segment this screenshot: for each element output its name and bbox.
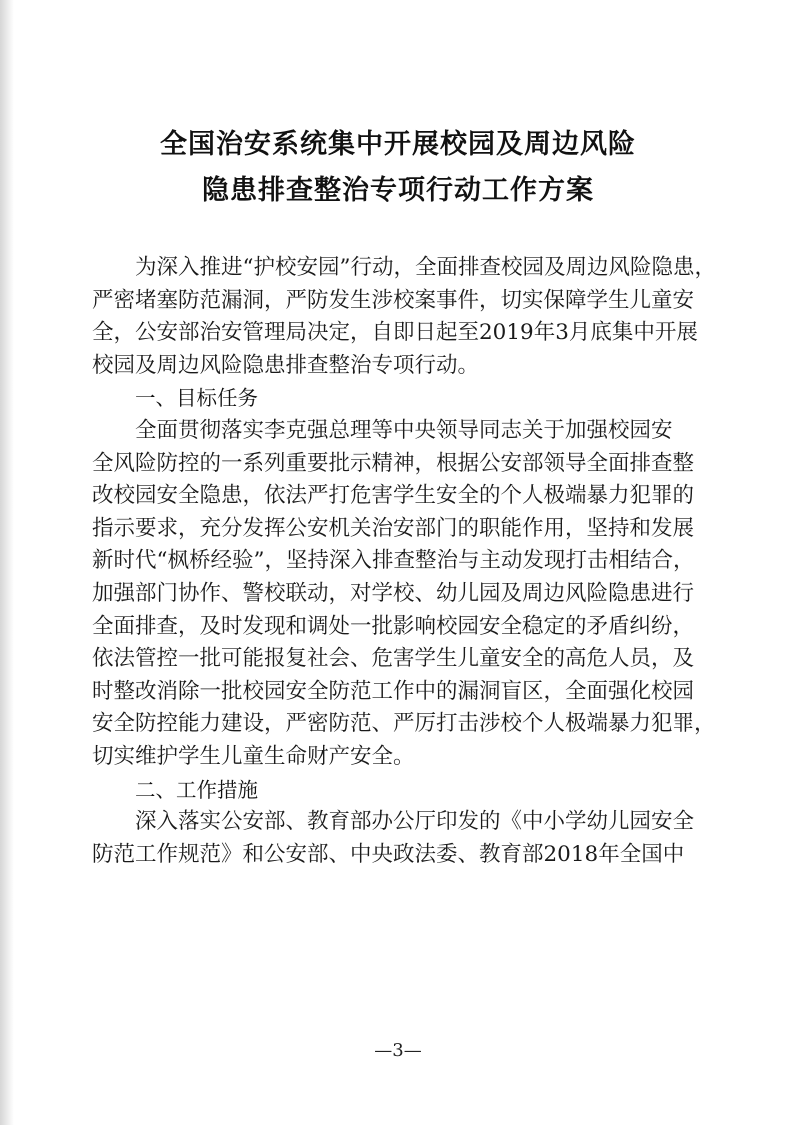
section1-paragraph: [92, 415, 716, 774]
intro-paragraph: [92, 252, 716, 382]
text-line: 时整改消除一批校园安全防范工作中的漏洞盲区，全面强化校园: [92, 678, 695, 704]
text-line: 校园及周边风险隐患排查整治专项行动。: [92, 352, 480, 378]
text-line: 依法管控一批可能报复社会、危害学生儿童安全的高危人员，及: [92, 646, 695, 672]
title-line-2: 隐患排查整治专项行动工作方案: [202, 175, 594, 206]
text-line: 为深入推进“护校安园”行动，全面排查校园及周边风险隐患，: [135, 255, 716, 280]
title-line-1: 全国治安系统集中开展校园及周边风险: [160, 129, 636, 160]
text-line: 全，公安部治安管理局决定，自即日起至2019年3月底集中开展: [92, 320, 698, 346]
section2-paragraph: [92, 806, 704, 871]
document-title: [40, 122, 756, 214]
text-line: 全面贯彻落实李克强总理等中央领导同志关于加强校园安: [135, 417, 673, 443]
text-line: 安全防控能力建设，严密防范、严厉打击涉校个人极端暴力犯罪，: [92, 711, 716, 737]
text-line: 全面排查，及时发现和调处一批影响校园安全稳定的矛盾纠纷，: [92, 613, 695, 639]
section-heading-2: 二、工作措施: [135, 777, 258, 802]
text-line: 新时代“枫桥经验”，坚持深入排查整治与主动发现打击相结合，: [92, 548, 695, 574]
text-line: 深入落实公安部、教育部办公厅印发的《中小学幼儿园安全: [135, 809, 695, 835]
text-line: 严密堵塞防范漏洞，严防发生涉校案事件，切实保障学生儿童安: [92, 287, 695, 313]
section-heading-1: 一、目标任务: [135, 386, 258, 411]
text-line: 全风险防控的一系列重要批示精神，根据公安部领导全面排查整: [92, 450, 695, 476]
text-line: 加强部门协作、警校联动，对学校、幼儿园及周边风险隐患进行: [92, 580, 695, 606]
text-line: 指示要求，充分发挥公安机关治安部门的职能作用，坚持和发展: [92, 515, 695, 541]
page-edge-shadow: [0, 0, 14, 1125]
page-number: —3—: [374, 1040, 422, 1061]
text-line: 防范工作规范》和公安部、中央政法委、教育部2018年全国中: [92, 841, 685, 867]
document-body: [92, 252, 716, 871]
text-line: 切实维护学生儿童生命财产安全。: [92, 743, 415, 769]
text-line: 改校园安全隐患，依法严打危害学生安全的个人极端暴力犯罪的: [92, 483, 695, 509]
